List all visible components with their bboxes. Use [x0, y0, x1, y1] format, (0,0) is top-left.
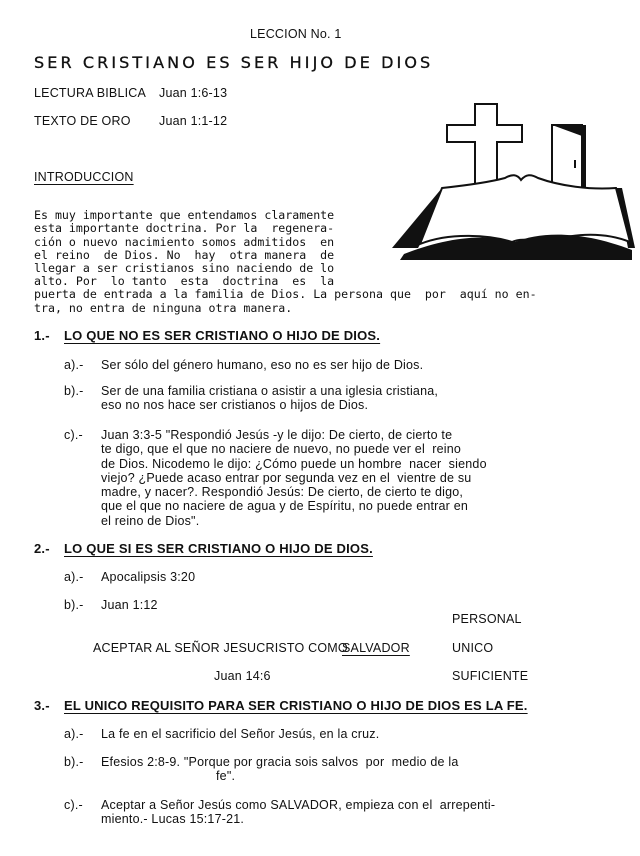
text-line: alto. Por lo tanto esta doctrina es la — [34, 274, 335, 289]
reading-label: LECTURA BIBLICA — [34, 86, 147, 100]
text-line: llegar a ser cristianos sino naciendo de lo — [34, 261, 335, 276]
text-line: esta importante doctrina. Por la regenera- — [34, 221, 335, 236]
page-title: SER CRISTIANO ES SER HIJO DE DIOS — [34, 53, 434, 72]
section-3-item-a-text: La fe en el sacrificio del Señor Jesús, en la cruz. — [101, 727, 380, 741]
section-2-item-a-marker: a).- — [64, 570, 84, 584]
accept-emphasis: SALVADOR — [342, 641, 410, 655]
section-3-item-b-marker: b).- — [64, 755, 84, 769]
section-2-heading: LO QUE SI ES SER CRISTIANO O HIJO DE DIOS. — [64, 541, 373, 556]
text-line: viejo? ¿Puede acaso entrar por segunda vez en el vientre de su — [101, 470, 472, 485]
text-line: puerta de entrada a la familia de Dios. La persona que por aquí no en- — [34, 287, 537, 302]
section-1-heading: LO QUE NO ES SER CRISTIANO O HIJO DE DIOS. — [64, 328, 381, 343]
text-line: de Dios. Nicodemo le dijo: ¿Cómo puede un hombre nacer siendo — [101, 456, 487, 471]
section-3-number: 3.- — [34, 698, 50, 713]
text-line: madre, y nacer?. Respondió Jesús: De cierto, de cierto te digo, — [101, 485, 464, 500]
text-line: Ser de una familia cristiana o asistir a una iglesia cristiana, — [101, 384, 439, 398]
section-1-number: 1.- — [34, 328, 50, 343]
text-line: te digo, que el que no naciere de nuevo, no puede ver el reino — [101, 442, 462, 457]
section-3-item-a-marker: a).- — [64, 727, 84, 741]
section-3-item-c-marker: c).- — [64, 798, 83, 812]
section-2-number: 2.- — [34, 541, 50, 556]
section-2-item-b-text: Juan 1:12 — [101, 598, 158, 612]
section-3-item-b-text: Efesios 2:8-9. "Porque por gracia sois salvos por medio de la — [101, 755, 459, 769]
text-line: Es muy importante que entendamos claramente — [34, 208, 335, 223]
lesson-number: LECCION No. 1 — [250, 27, 342, 41]
quality-unico: UNICO — [452, 641, 494, 655]
accept-text: ACEPTAR AL SEÑOR JESUCRISTO COMO — [93, 641, 348, 655]
reading-value: Juan 1:6-13 — [159, 86, 228, 100]
section-1-item-a-text: Ser sólo del género humano, eso no es ser hijo de Dios. — [101, 358, 424, 372]
accept-reference: Juan 14:6 — [214, 669, 271, 683]
section-1-item-a-marker: a).- — [64, 358, 84, 372]
text-line: tra, no entra de ninguna otra manera. — [34, 300, 293, 315]
text-line: ción o nuevo nacimiento somos admitidos en — [34, 234, 335, 249]
golden-text-value: Juan 1:1-12 — [159, 114, 228, 128]
text-line: miento.- Lucas 15:17-21. — [101, 812, 245, 827]
section-1-item-b-marker: b).- — [64, 384, 84, 398]
section-2-item-b-marker: b).- — [64, 598, 84, 612]
text-line: Juan 3:3-5 "Respondió Jesús -y le dijo: De cierto, de cierto te — [101, 428, 453, 442]
section-1-item-c-marker: c).- — [64, 428, 83, 442]
text-line: eso no nos hace ser cristianos o hijos de Dios. — [101, 398, 369, 413]
text-line: el reino de Dios. No hay otra manera de — [34, 247, 335, 262]
section-1-item-c-text — [101, 428, 487, 528]
text-line: que el que no naciere de agua y de Espíritu, no puede entrar en — [101, 499, 469, 514]
text-line: Aceptar a Señor Jesús como SALVADOR, empieza con el arrepenti- — [101, 798, 496, 812]
text-line: el reino de Dios". — [101, 513, 200, 528]
section-3-item-b-continuation: fe". — [216, 769, 236, 783]
introduction-text — [34, 196, 537, 328]
section-3-heading: EL UNICO REQUISITO PARA SER CRISTIANO O HIJO DE DIOS ES LA FE. — [64, 698, 528, 713]
section-2-item-a-text: Apocalipsis 3:20 — [101, 570, 196, 584]
golden-text-label: TEXTO DE ORO — [34, 114, 131, 128]
section-1-item-b-text — [101, 384, 438, 413]
quality-personal: PERSONAL — [452, 612, 522, 626]
section-3-item-c-text — [101, 798, 495, 827]
quality-suficiente: SUFICIENTE — [452, 669, 529, 683]
introduction-heading: INTRODUCCION — [34, 170, 134, 184]
